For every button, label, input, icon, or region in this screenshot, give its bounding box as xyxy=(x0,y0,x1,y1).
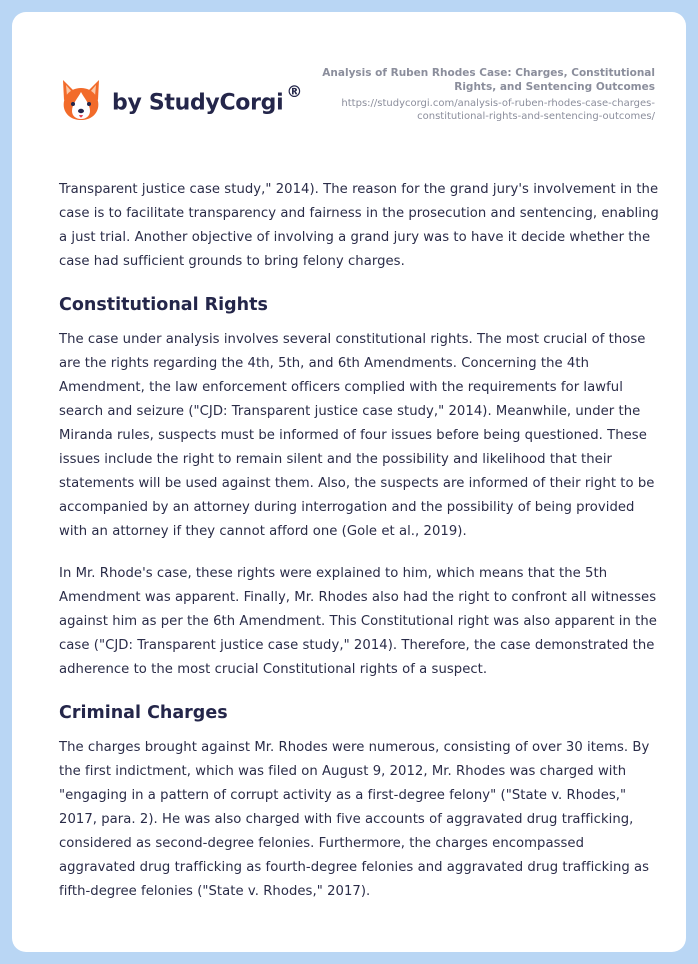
document-body xyxy=(59,178,659,922)
corgi-icon xyxy=(60,76,102,122)
body-paragraph: In Mr. Rhode's case, these rights were explained to him, which means that the 5th Amendment was apparent. Finally, Mr. Rhodes also had the right to confront all witnesses against him as per the 6th Amendment. This Constitutional right was also apparent in the case ("CJD: Transparent justice case study," 2014). Therefore, the case demonstrated the adherence to the most crucial Constitutional rights of a suspect. xyxy=(59,566,657,677)
document-meta xyxy=(310,66,655,123)
body-paragraph: The case under analysis involves several constitutional rights. The most crucial of those are the rights regarding the 4th, 5th, and 6th Amendments. Concerning the 4th Amendment, the law enforcement officers complied with the requirements for lawful search and seizure ("CJD: Transparent justice case study," 2014). Meanwhile, under the Miranda rules, suspects must be informed of four issues before being questioned. These issues include the right to remain silent and the possibility and likelihood that their statements will be used against them. Also, the suspects are informed of their right to be accompanied by an attorney during interrogation and the possibility of being provided with an attorney if they cannot afford one (Gole et al., 2019). xyxy=(59,332,655,539)
section-heading-criminal-charges: Criminal Charges xyxy=(59,703,228,723)
studycorgi-logo[interactable] xyxy=(60,76,302,122)
document-title: Analysis of Ruben Rhodes Case: Charges, Constitutional Rights, and Sentencing Outcomes xyxy=(322,67,655,93)
document-card xyxy=(12,12,686,952)
registered-mark: ® xyxy=(286,82,303,102)
intro-paragraph: Transparent justice case study," 2014). The reason for the grand jury's involvement in the case is to facilitate transparency and fairness in the prosecution and sentencing, enabling a just trial. Another objective of involving a grand jury was to have it decide whether the case had sufficient grounds to bring felony charges. xyxy=(59,182,659,269)
brand-name: by StudyCorgi ® xyxy=(112,82,303,116)
document-url[interactable]: https://studycorgi.com/analysis-of-ruben-rhodes-case-charges-constitutional-rights-and-sentencing-outcomes/ xyxy=(341,98,655,122)
section-heading-constitutional-rights: Constitutional Rights xyxy=(59,295,268,315)
body-paragraph: The charges brought against Mr. Rhodes were numerous, consisting of over 30 items. By the first indictment, which was filed on August 9, 2012, Mr. Rhodes was charged with "engaging in a pattern of corrupt activity as a first-degree felony" ("State v. Rhodes," 2017, para. 2). He was also charged with five accounts of aggravated drug trafficking, considered as second-degree felonies. Furthermore, the charges encompassed aggravated drug trafficking as fourth-degree felonies and aggravated drug trafficking as fifth-degree felonies ("State v. Rhodes," 2017). xyxy=(59,740,650,899)
